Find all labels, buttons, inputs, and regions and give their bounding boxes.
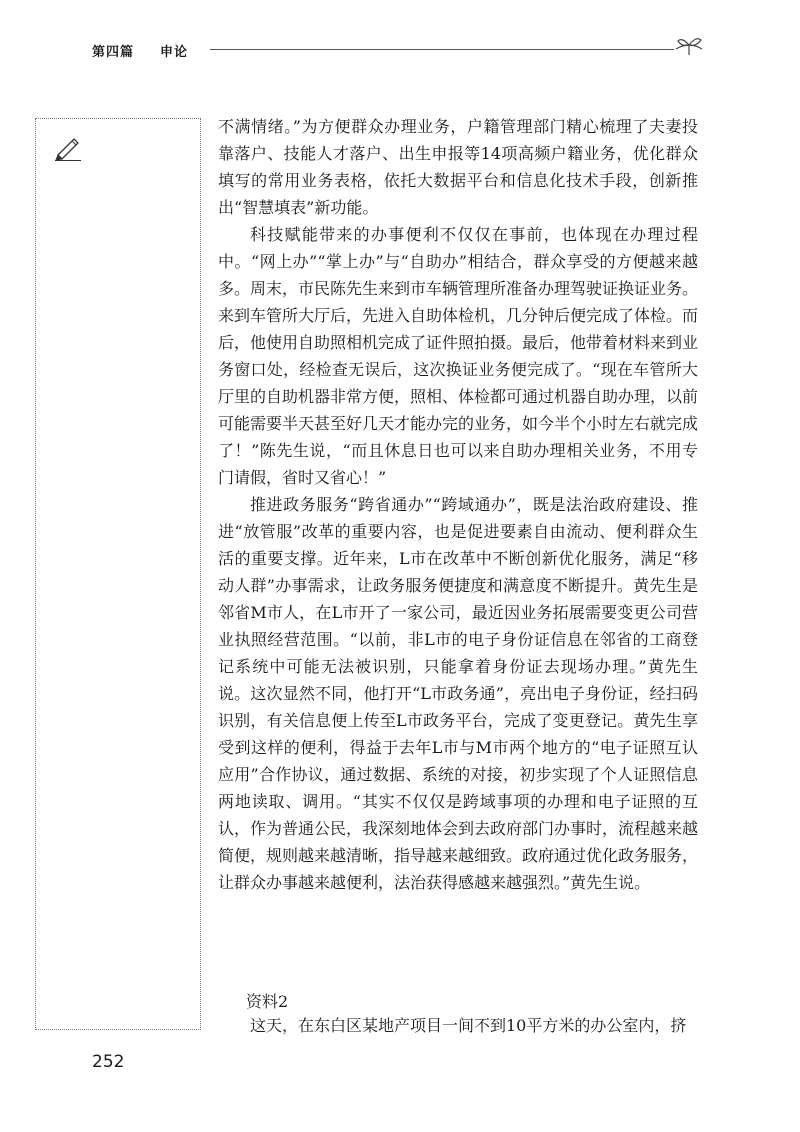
- section-first-line: 这天，在东白区某地产项目一间不到10平方米的办公室内，挤: [250, 1016, 687, 1035]
- notes-margin-box: [35, 118, 201, 1030]
- paragraph: 不满情绪。”为方便群众办理业务，户籍管理部门精心梳理了夫妻投靠落户、技能人才落户、出生申报等14项高频户籍业务，优化群众填写的常用业务表格，依托大数据平台和信息化技术手段，创新推出“智慧填表”新功能。: [218, 117, 698, 217]
- paragraph: 推进政务服务“跨省通办”“跨域通办”，既是法治政府建设、推进“放管服”改革的重要内容，也是促进要素自由流动、便利群众生活的重要支撑。近年来，L市在改革中不断创新优化服务，满足“移动人群”办事需求，让政务服务便捷度和满意度不断提升。黄先生是邻省M市人，在L市开了一家公司，最近因业务拓展需要变更公司营业执照经营范围。“以前，非L市的电子身份证信息在邻省的工商登记系统中可能无法被识别，只能拿着身份证去现场办理。”黄先生说。这次显然不同，他打开“L市政务通”，亮出电子身份证，经扫码识别，有关信息便上传至L市政务平台，完成了变更登记。黄先生享受到这样的便利，得益于去年L市与M市两个地方的“电子证照互认应用”合作协议，通过数据、系统的对接，初步实现了个人证照信息两地读取、调用。“其实不仅仅是跨域事项的办理和电子证照的互认，作为普通公民，我深刻地体会到去政府部门办事时，流程越来越简便，规则越来越清晰，指导越来越细致。政府通过优化政务服务，让群众办事越来越便利，法治获得感越来越强烈。”黄先生说。: [218, 495, 699, 892]
- header-section-title: 第四篇: [92, 45, 135, 60]
- body-text: [218, 113, 698, 896]
- header-subject-title: 申论: [160, 45, 189, 60]
- page-number: 252: [92, 1052, 125, 1072]
- section-label: 资料2: [246, 992, 289, 1011]
- pencil-icon: [54, 135, 82, 161]
- paragraph: 科技赋能带来的办事便利不仅仅在事前，也体现在办理过程中。“网上办”“掌上办”与“自助办”相结合，群众享受的方便越来越多。周末，市民陈先生来到市车辆管理所准备办理驾驶证换证业务。来到车管所大厅后，先进入自助体检机，几分钟后便完成了体检。而后，他使用自助照相机完成了证件照拍摄。最后，他带着材料来到业务窗口处，经检查无误后，这次换证业务便完成了。“现在车管所大厅里的自助机器非常方便，照相、体检都可通过机器自助办理，以前可能需要半天甚至好几天才能办完的业务，如今半个小时左右就完成了！”陈先生说，“而且休息日也可以来自助办理相关业务，不用专门请假，省时又省心！”: [218, 225, 699, 487]
- sprout-icon: [672, 33, 706, 63]
- header-divider: [210, 49, 674, 50]
- page-header: [92, 33, 702, 67]
